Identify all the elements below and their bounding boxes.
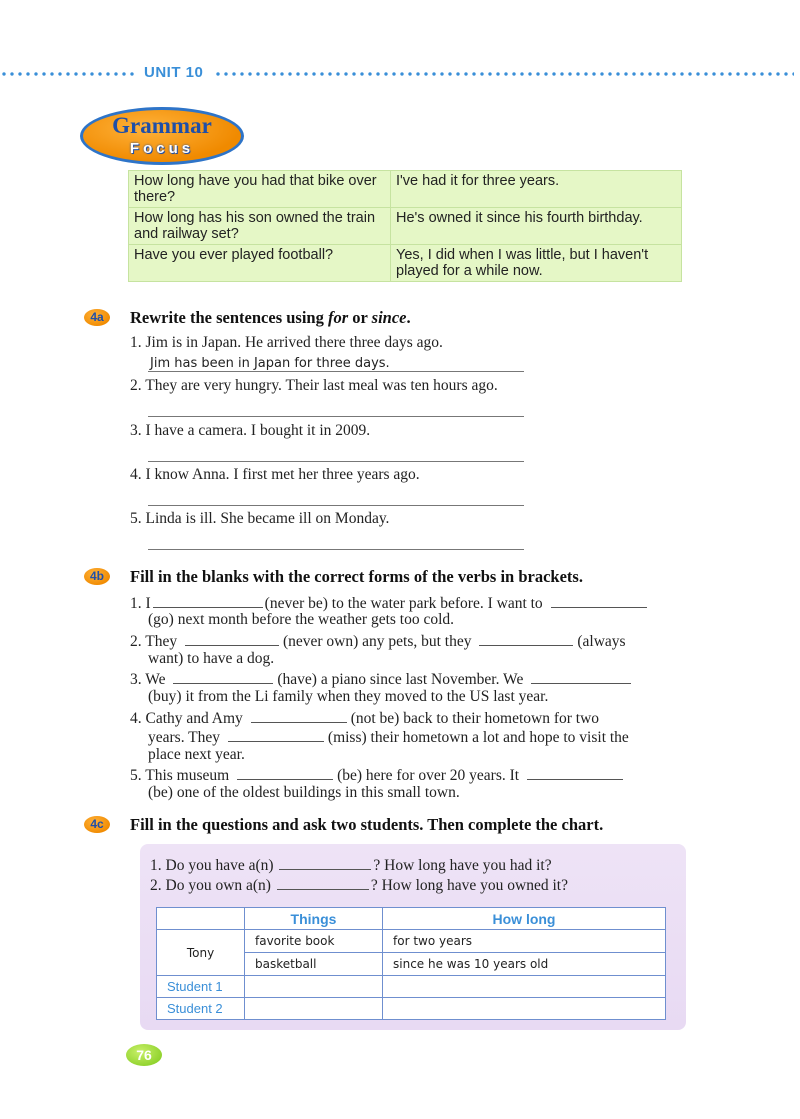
exercise-4c-badge: 4c bbox=[84, 816, 110, 833]
grammar-question: Have you ever played football? bbox=[129, 245, 391, 282]
table-row bbox=[129, 245, 682, 282]
row-name-tony: Tony bbox=[157, 930, 245, 976]
exercise-4a-item-1: 1. Jim is in Japan. He arrived there three days ago. bbox=[130, 334, 443, 351]
grammar-focus-subtitle: Focus bbox=[129, 140, 195, 157]
blank[interactable] bbox=[185, 631, 279, 646]
exercise-4b-heading: Fill in the blanks with the correct forms of the verbs in brackets. bbox=[130, 567, 583, 586]
blank[interactable] bbox=[551, 593, 647, 608]
blank[interactable] bbox=[277, 875, 369, 890]
table-row bbox=[157, 908, 666, 930]
blank[interactable] bbox=[237, 765, 333, 780]
exercise-4b-item-1-cont: (go) next month before the weather gets too cold. bbox=[148, 611, 455, 628]
cell-how-long-input[interactable] bbox=[383, 976, 666, 998]
blank[interactable] bbox=[251, 708, 347, 723]
exercise-4c-heading: Fill in the questions and ask two students. Then complete the chart. bbox=[130, 815, 604, 834]
example-answer: Jim has been in Japan for three days. bbox=[150, 356, 390, 371]
header-dots-right bbox=[214, 71, 794, 77]
blank[interactable] bbox=[479, 631, 573, 646]
blank[interactable] bbox=[228, 727, 324, 742]
blank[interactable] bbox=[153, 593, 263, 608]
unit-label: UNIT 10 bbox=[144, 64, 204, 81]
exercise-4a-item-3: 3. I have a camera. I bought it in 2009. bbox=[130, 422, 371, 439]
item-text: (have) a piano since last November. We bbox=[277, 671, 524, 688]
exercise-4b-item-5 bbox=[130, 765, 623, 785]
grammar-answer: Yes, I did when I was little, but I haven't played for a while now. bbox=[391, 245, 682, 282]
exercise-4b-item-4 bbox=[130, 708, 599, 728]
blank[interactable] bbox=[173, 669, 273, 684]
heading-for: for bbox=[327, 308, 349, 327]
answer-line-5[interactable] bbox=[148, 529, 524, 550]
exercise-4b-item-2 bbox=[130, 631, 626, 651]
exercise-4b-badge: 4b bbox=[84, 568, 110, 585]
question-text: ? How long have you had it? bbox=[373, 857, 552, 874]
item-text: 3. We bbox=[130, 671, 166, 688]
item-text: 5. This museum bbox=[130, 767, 230, 784]
row-name-student-1: Student 1 bbox=[157, 976, 245, 998]
grammar-answer: He's owned it since his fourth birthday. bbox=[391, 208, 682, 245]
exercise-4a-heading bbox=[130, 308, 411, 328]
exercise-4a-item-2: 2. They are very hungry. Their last meal was ten hours ago. bbox=[130, 377, 498, 394]
table-row bbox=[129, 171, 682, 208]
exercise-4b-item-3 bbox=[130, 669, 631, 689]
grammar-answer: I've had it for three years. bbox=[391, 171, 682, 208]
item-text: 4. Cathy and Amy bbox=[130, 710, 243, 727]
heading-text: . bbox=[406, 308, 411, 327]
item-text: years. They bbox=[148, 729, 221, 746]
cell-thing: basketball bbox=[245, 953, 383, 976]
blank[interactable] bbox=[527, 765, 623, 780]
exercise-4a-item-4: 4. I know Anna. I first met her three years ago. bbox=[130, 466, 420, 483]
cell-thing: favorite book bbox=[245, 930, 383, 953]
table-row bbox=[157, 998, 666, 1020]
item-text: 2. They bbox=[130, 633, 178, 650]
table-row bbox=[157, 976, 666, 998]
exercise-4c-question-1 bbox=[150, 855, 552, 875]
answer-line-4[interactable] bbox=[148, 485, 524, 506]
header-blank bbox=[157, 908, 245, 930]
column-header-things: Things bbox=[245, 908, 383, 930]
exercise-4c-question-2 bbox=[150, 875, 568, 895]
item-text: (miss) their hometown a lot and hope to visit the bbox=[327, 729, 629, 746]
cell-thing-input[interactable] bbox=[245, 976, 383, 998]
exercise-4a-badge: 4a bbox=[84, 309, 110, 326]
cell-how-long: since he was 10 years old bbox=[383, 953, 666, 976]
exercise-4b-item-4-cont bbox=[148, 727, 629, 747]
item-text: (not be) back to their hometown for two bbox=[350, 710, 600, 727]
item-text: (never be) to the water park before. I want to bbox=[264, 595, 543, 612]
grammar-focus-title: Grammar bbox=[112, 113, 212, 138]
grammar-question: How long has his son owned the train and railway set? bbox=[129, 208, 391, 245]
header-dots-left bbox=[0, 71, 138, 77]
grammar-focus-table bbox=[128, 170, 682, 282]
row-name-student-2: Student 2 bbox=[157, 998, 245, 1020]
exercise-4b-item-5-cont: (be) one of the oldest buildings in this small town. bbox=[148, 784, 460, 801]
grammar-question: How long have you had that bike over there? bbox=[129, 171, 391, 208]
heading-text: Rewrite the sentences using bbox=[130, 308, 328, 327]
question-text: 1. Do you have a(n) bbox=[150, 857, 274, 874]
cell-how-long-input[interactable] bbox=[383, 998, 666, 1020]
answer-line-1[interactable] bbox=[148, 351, 524, 372]
item-text: 1. I bbox=[130, 595, 151, 612]
survey-chart bbox=[156, 907, 666, 1020]
exercise-4b-item-2-cont: want) to have a dog. bbox=[148, 650, 275, 667]
answer-line-2[interactable] bbox=[148, 396, 524, 417]
item-text: (be) here for over 20 years. It bbox=[337, 767, 520, 784]
answer-line-3[interactable] bbox=[148, 441, 524, 462]
heading-text: or bbox=[348, 308, 372, 327]
exercise-4b-item-4-cont2: place next year. bbox=[148, 746, 245, 763]
column-header-how-long: How long bbox=[383, 908, 666, 930]
exercise-4b-item-1 bbox=[130, 593, 647, 613]
cell-thing-input[interactable] bbox=[245, 998, 383, 1020]
table-row bbox=[157, 930, 666, 953]
item-text: (always bbox=[577, 633, 626, 650]
exercise-4a-item-5: 5. Linda is ill. She became ill on Monday. bbox=[130, 510, 390, 527]
question-text: 2. Do you own a(n) bbox=[150, 877, 271, 894]
exercise-4b-item-3-cont: (buy) it from the Li family when they moved to the US last year. bbox=[148, 688, 549, 705]
blank[interactable] bbox=[279, 855, 371, 870]
table-row bbox=[129, 208, 682, 245]
page-number: 76 bbox=[126, 1044, 162, 1066]
cell-how-long: for two years bbox=[383, 930, 666, 953]
grammar-focus-badge bbox=[80, 107, 248, 169]
item-text: (never own) any pets, but they bbox=[282, 633, 472, 650]
heading-since: since bbox=[371, 308, 407, 327]
question-text: ? How long have you owned it? bbox=[370, 877, 568, 894]
blank[interactable] bbox=[531, 669, 631, 684]
